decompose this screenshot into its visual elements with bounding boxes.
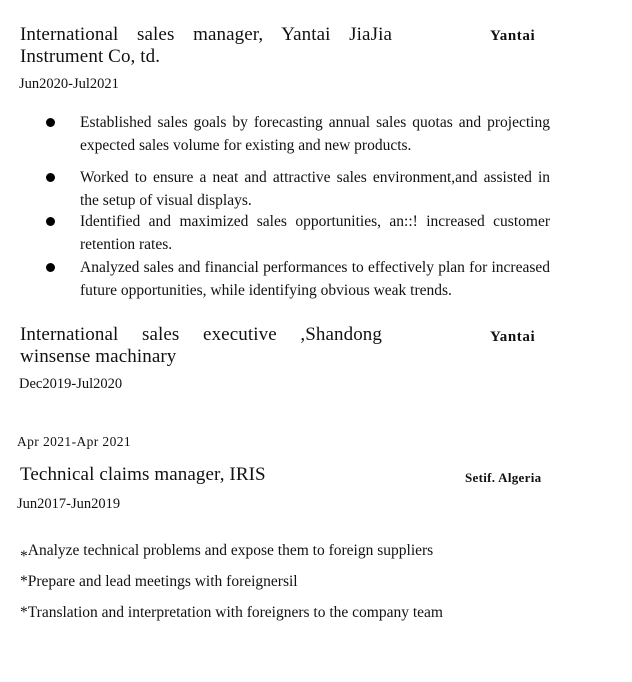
bullet-dot-icon — [46, 217, 55, 226]
job-1-title-line1: International sales manager, Yantai JiaJia — [20, 24, 392, 45]
job-1-title-line2: Instrument Co, td. — [20, 46, 161, 67]
job-2-title — [20, 324, 382, 368]
job-2-title-line1: International sales executive ,Shandong — [20, 324, 382, 345]
job-1-location: Yantai — [490, 28, 536, 44]
job-3-item: *Translation and interpretation with foreigners to the company team — [20, 604, 443, 621]
job-2-date-start: Dec2019 — [19, 376, 72, 392]
job-3-item — [20, 541, 434, 565]
job-2-dates — [19, 376, 122, 393]
job-3-location: Setif. Algeria — [465, 470, 542, 485]
job-2-date-sep: - — [71, 376, 77, 392]
bullet-text: Identified and maximized sales opportunities, an::! increased customer retention rates. — [80, 213, 550, 253]
job-2-title-line2: winsense machinary — [20, 346, 177, 367]
job-3-date-end: Jun2019 — [71, 496, 121, 512]
job-1-date-start: Jun2020 — [19, 76, 69, 92]
job-2-date-end: Jul2020 — [76, 376, 123, 392]
job-3-title: Technical claims manager, IRIS — [20, 464, 266, 485]
job-3-item: *Prepare and lead meetings with foreignersil — [20, 573, 298, 590]
job-3-item-text: Analyze technical problems and expose them to foreign suppliers — [27, 542, 434, 559]
bullet-dot-icon — [46, 173, 55, 182]
job-1-date-sep: - — [68, 76, 73, 92]
job-3-date-start: Jun2017 — [17, 496, 67, 512]
bullet-text: Analyzed sales and financial performances to effectively plan for increased future opportunities, while identifying obvious weak trends. — [80, 259, 550, 299]
bullet-dot-icon — [46, 118, 55, 127]
job-3-dates — [17, 496, 120, 513]
job-3-date-sep: - — [66, 496, 71, 512]
bullet-text: Worked to ensure a neat and attractive sales environment,and assisted in the setup of visual displays. — [80, 169, 550, 209]
bullet-text: Established sales goals by forecasting annual sales quotas and projecting expected sales volume for existing and new products. — [80, 114, 550, 154]
asterisk-icon: * — [20, 548, 28, 565]
job-2-location: Yantai — [490, 329, 536, 345]
bullet-dot-icon — [46, 263, 55, 272]
extra-date: Apr 2021-Apr 2021 — [17, 434, 132, 449]
job-1-date-end: Jul2021 — [73, 76, 119, 92]
